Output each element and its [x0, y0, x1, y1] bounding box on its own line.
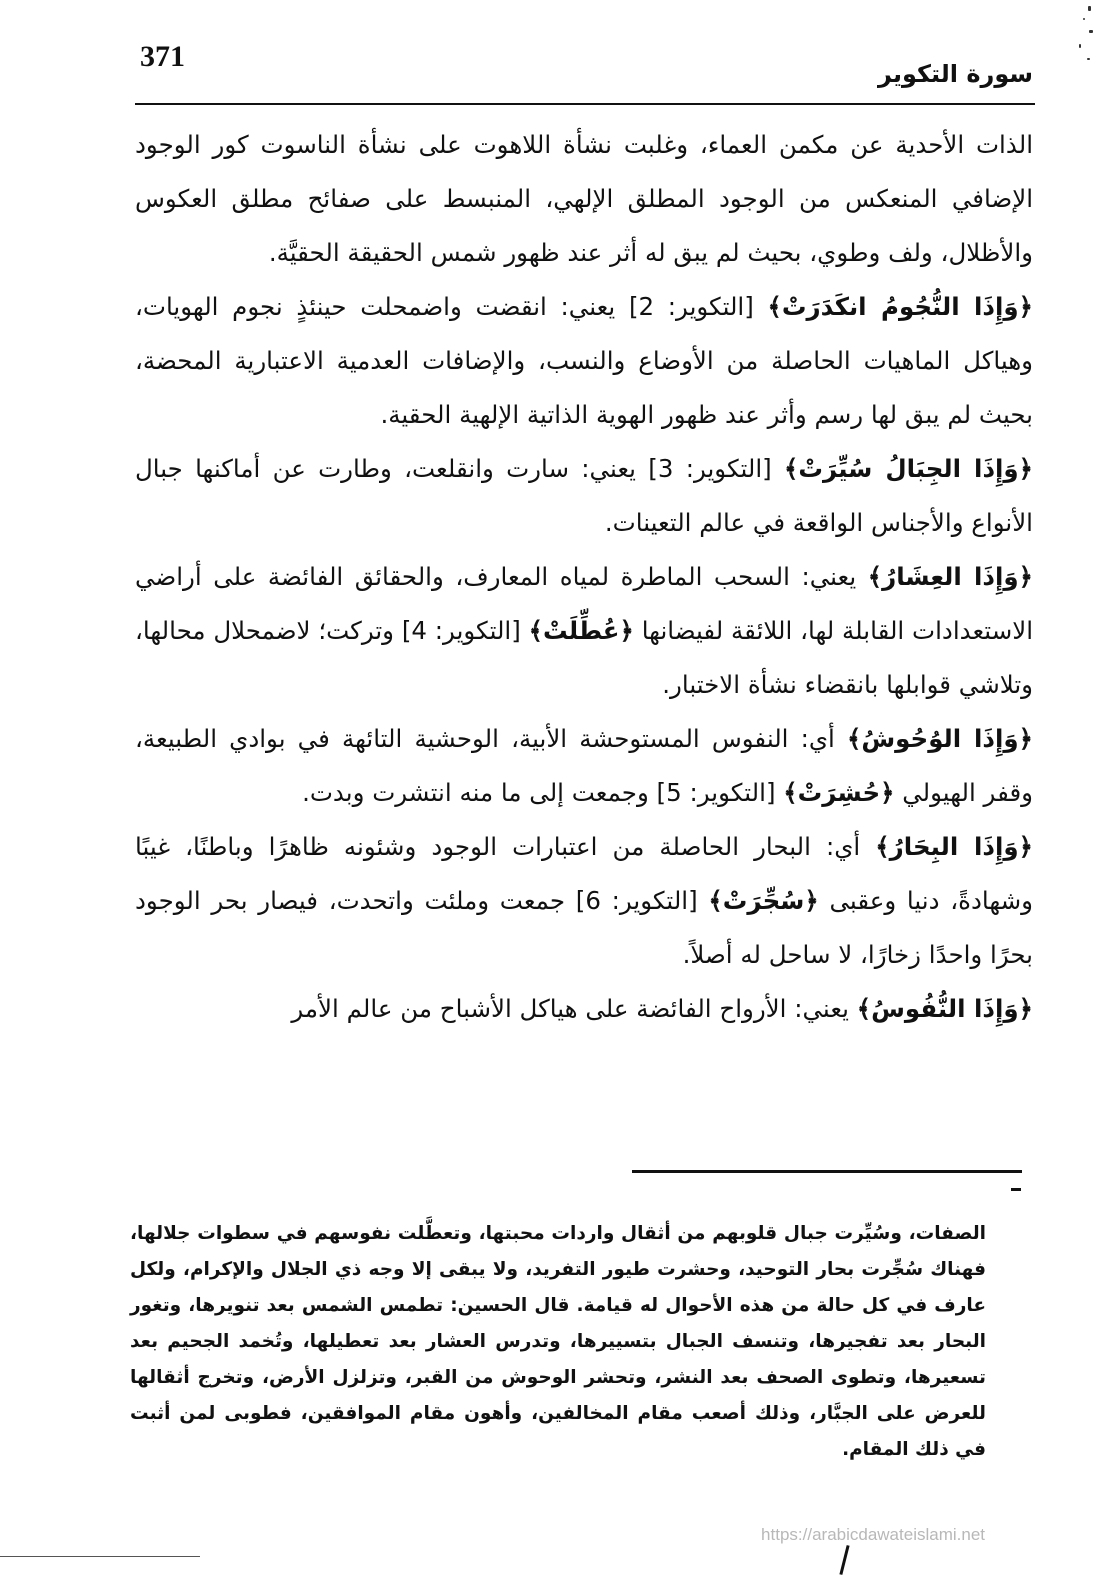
paragraph	[135, 550, 1033, 712]
commentary-text: [التكوير: 5] وجمعت إلى ما منه انتشرت وبدت.	[302, 778, 784, 807]
main-text-body	[135, 118, 1033, 1036]
quran-verse: ﴿سُجِّرَتْ﴾	[708, 886, 819, 915]
footnote-text: الصفات، وسُيِّرت جبال قلوبهم من أثقال واردات محبتها، وتعطَّلت نفوسهم في سطوات جلالها، فهناك سُجِّرت بحار التوحيد، وحشرت طيور التفريد، ولا يبقى إلا وجه ذي الجلال والإكرام، ولكل عارف في كل حالة من هذه الأحوال له قيامة. قال الحسين: تطمس الشمس بعد تنويرها، وتغور البحار بعد تفجيرها، وتنسف الجبال بتسييرها، وتدرس العشار بعد تعطيلها، وتُخمد الجحيم بعد تسعيرها، وتطوى الصحف بعد النشر، وتحشر الوحوش من القبر، وتزلزل الأرض، وتخرج أثقالها للعرض على الجبَّار، وذلك أصعب مقام المخالفين، وأهون مقام الموافقين، فطوبى لمن أثبت في ذلك المقام.	[130, 1223, 986, 1460]
paragraph	[135, 820, 1033, 982]
commentary-text: [التكوير: 2] يعني: انقضت واضمحلت حينئذٍ نجوم الهويات، وهياكل الماهيات الحاصلة من الأوضاع والنسب، والإضافات العدمية الاعتبارية المحضة، بحيث لم يبق لها رسم وأثر عند ظهور الهوية الذاتية الإلهية الحقية.	[135, 292, 1033, 429]
scan-edge-line	[0, 1556, 200, 1557]
paragraph	[135, 280, 1033, 442]
footnote-separator	[632, 1170, 1022, 1173]
commentary-text: [التكوير: 4] وتركت؛ لاضمحلال محالها، وتلاشي قوابلها بانقضاء نشأة الاختبار.	[135, 616, 1033, 699]
quran-verse: ﴿عُطِّلَتْ﴾	[528, 616, 634, 645]
commentary-text: [التكوير: 3] يعني: سارت وانقلعت، وطارت عن أماكنها جبال الأنواع والأجناس الواقعة في عالم التعينات.	[135, 454, 1033, 537]
commentary-text: [التكوير: 6] جمعت وملئت واتحدت، فيصار بحر الوجود بحرًا واحدًا زخارًا، لا ساحل له أصلاً.	[135, 886, 1033, 969]
paragraph	[135, 118, 1033, 280]
running-header-title: سورة التكوير	[878, 60, 1033, 88]
quran-verse: ﴿وَإِذَا الجِبَالُ سُيِّرَتْ﴾	[783, 454, 1033, 483]
commentary-text: أي: البحار الحاصلة من اعتبارات الوجود وشئونه ظاهرًا وباطنًا، غيبًا وشهادةً، دنيا وعقبى	[135, 832, 1034, 915]
page-number: 371	[140, 40, 185, 73]
header-rule	[135, 103, 1035, 105]
paragraph	[135, 712, 1033, 820]
paragraph	[135, 442, 1033, 550]
scan-edge-specks	[1065, 0, 1095, 80]
footnote-continuation-mark	[1011, 1188, 1021, 1191]
commentary-text: يعني: السحب الماطرة لمياه المعارف، والحقائق الفائضة على أراضي الاستعدادات القابلة لها، اللائقة لفيضانها	[135, 562, 1034, 645]
quran-verse: ﴿وَإِذَا النُّفُوسُ﴾	[856, 994, 1033, 1023]
quran-verse: ﴿وَإِذَا الوُحُوشُ﴾	[847, 724, 1033, 753]
commentary-text: الذات الأحدية عن مكمن العماء، وغلبت نشأة اللاهوت على نشأة الناسوت كور الوجود الإضافي المنعكس من الوجود المطلق الإلهي، المنبسط على صفائح مطلق العكوس والأظلال، ولف وطوي، بحيث لم يبق له أثر عند ظهور شمس الحقيقة الحقيَّة.	[135, 130, 1033, 267]
commentary-text: أي: النفوس المستوحشة الأبية، الوحشية التائهة في بوادي الطبيعة، وقفر الهيولي	[135, 724, 1033, 807]
commentary-text: يعني: الأرواح الفائضة على هياكل الأشباح من عالم الأمر	[291, 994, 857, 1023]
paragraph	[135, 982, 1033, 1036]
watermark-url: https://arabicdawateislami.net	[761, 1525, 985, 1544]
scan-mark	[839, 1545, 849, 1575]
quran-verse: ﴿حُشِرَتْ﴾	[783, 778, 895, 807]
quran-verse: ﴿وَإِذَا العِشَارُ﴾	[867, 562, 1033, 591]
quran-verse: ﴿وَإِذَا البِحَارُ﴾	[875, 832, 1033, 861]
quran-verse: ﴿وَإِذَا النُّجُومُ انكَدَرَتْ﴾	[767, 292, 1033, 321]
